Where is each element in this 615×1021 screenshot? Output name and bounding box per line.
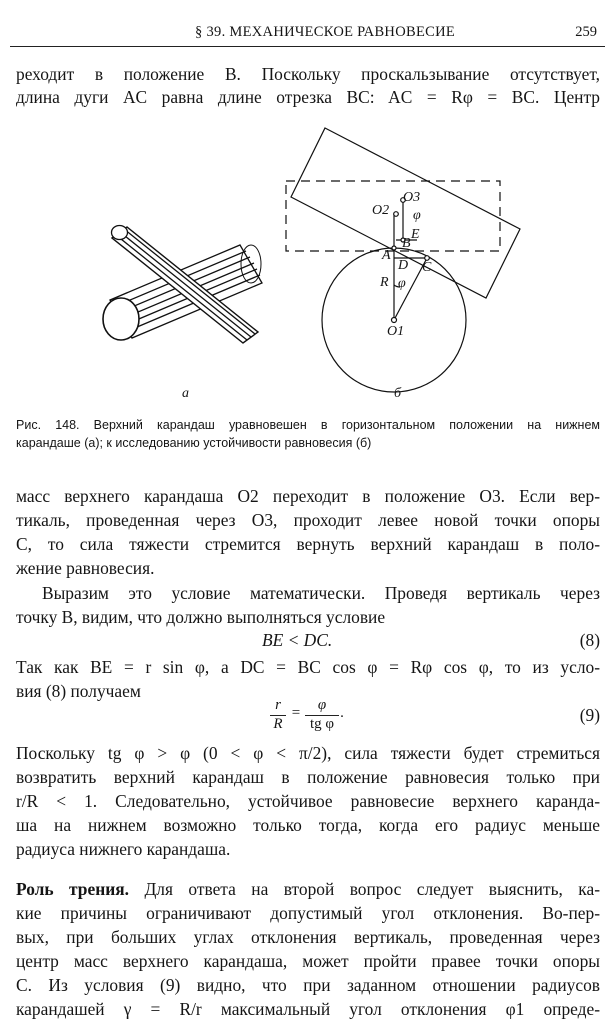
figure-label-b: б bbox=[394, 386, 402, 401]
equation-9-number: (9) bbox=[579, 705, 600, 725]
label-o3: O3 bbox=[403, 190, 421, 205]
dashed-initial-pencil bbox=[286, 181, 500, 251]
text-line: ша на нижнем возможно только тогда, когда его радиус меньше bbox=[16, 815, 600, 835]
label-phi-top: φ bbox=[413, 208, 421, 223]
text-line: кие причины ограничивают допустимый угол отклонения. Во-пер- bbox=[16, 903, 600, 923]
eq9-rhs-numerator: φ bbox=[317, 697, 327, 713]
equation-8-number: (8) bbox=[579, 630, 600, 650]
text-line: Поскольку tg φ > φ (0 < φ < π/2), сила тяжести будет стремиться bbox=[16, 743, 600, 763]
eq9-equals: = bbox=[291, 705, 301, 721]
eq9-period: . bbox=[340, 705, 344, 721]
text-line: масс верхнего карандаша O2 переходит в положение O3. Если вер- bbox=[16, 486, 600, 506]
text-line: тикаль, проведенная через O3, проходит левее новой точки опоры bbox=[16, 510, 600, 530]
section-first-line-rest: Для ответа на второй вопрос следует выяснить, ка- bbox=[144, 879, 600, 899]
pencils-illustration bbox=[103, 226, 262, 344]
page-number: 259 bbox=[575, 24, 597, 40]
text-line: точку B, видим, что должно выполняться условие bbox=[16, 607, 386, 627]
label-e: E bbox=[411, 227, 420, 242]
running-title: § 39. МЕХАНИЧЕСКОЕ РАВНОВЕСИЕ bbox=[195, 24, 455, 40]
eq9-lhs-denominator: R bbox=[273, 716, 283, 732]
figure-caption-line: Рис. 148. Верхний карандаш уравновешен в горизонтальном положении на нижнем bbox=[16, 418, 600, 432]
label-o2: O2 bbox=[372, 203, 390, 218]
section-first-line bbox=[16, 878, 600, 901]
label-c: C bbox=[422, 260, 432, 275]
figure-label-a: а bbox=[182, 386, 189, 401]
text-line: вых, при больших углах отклонения вертикаль, проведенная через bbox=[16, 927, 600, 947]
text-line: жение равновесия. bbox=[16, 558, 155, 578]
text-line: Так как BE = r sin φ, а DC = BC cos φ = Rφ cos φ, то из усло- bbox=[16, 657, 600, 677]
text-line: C, то сила тяжести стремится вернуть верхний карандаш в поло- bbox=[16, 534, 600, 554]
running-head bbox=[10, 24, 605, 44]
text-line: возвратить верхний карандаш в положение равновесия только при bbox=[16, 767, 600, 787]
label-a: A bbox=[382, 248, 391, 263]
equation-8: BE < DC. bbox=[262, 630, 333, 650]
text-line: центр масс верхнего карандаша, может пройти правее точки опоры bbox=[16, 951, 600, 971]
text-line: карандашей γ = R/r максимальный угол отклонения φ1 опреде- bbox=[16, 999, 600, 1019]
text-line: радиуса нижнего карандаша. bbox=[16, 839, 231, 859]
label-phi-bottom: φ bbox=[398, 276, 406, 291]
text-line: Выразим это условие математически. Проведя вертикаль через bbox=[42, 583, 600, 603]
text-line: r/R < 1. Следовательно, устойчивое равновесие верхнего каранда- bbox=[16, 791, 600, 811]
label-r: R bbox=[380, 275, 389, 290]
label-o1: O1 bbox=[387, 324, 405, 339]
text-line: длина дуги AC равна длине отрезка BC: AC = Rφ = BC. Центр bbox=[16, 87, 600, 107]
text-line: вия (8) получаем bbox=[16, 681, 141, 701]
eq9-lhs-numerator: r bbox=[275, 697, 281, 713]
figure-caption-line: карандаше (а); к исследованию устойчивости равновесия (б) bbox=[16, 436, 372, 450]
text-line: C. Из условия (9) видно, что при заданном отношении радиусов bbox=[16, 975, 600, 995]
eq9-rhs-bar bbox=[305, 715, 339, 716]
label-d: D bbox=[398, 258, 409, 273]
eq9-rhs-denominator: tg φ bbox=[309, 716, 335, 732]
header-rule bbox=[10, 46, 605, 47]
section-heading: Роль трения. bbox=[16, 879, 129, 899]
text-line: реходит в положение B. Поскольку проскальзывание отсутствует, bbox=[16, 64, 600, 84]
label-b: B bbox=[402, 236, 411, 251]
figure-148 bbox=[0, 110, 615, 410]
eq9-lhs-bar bbox=[270, 715, 286, 716]
